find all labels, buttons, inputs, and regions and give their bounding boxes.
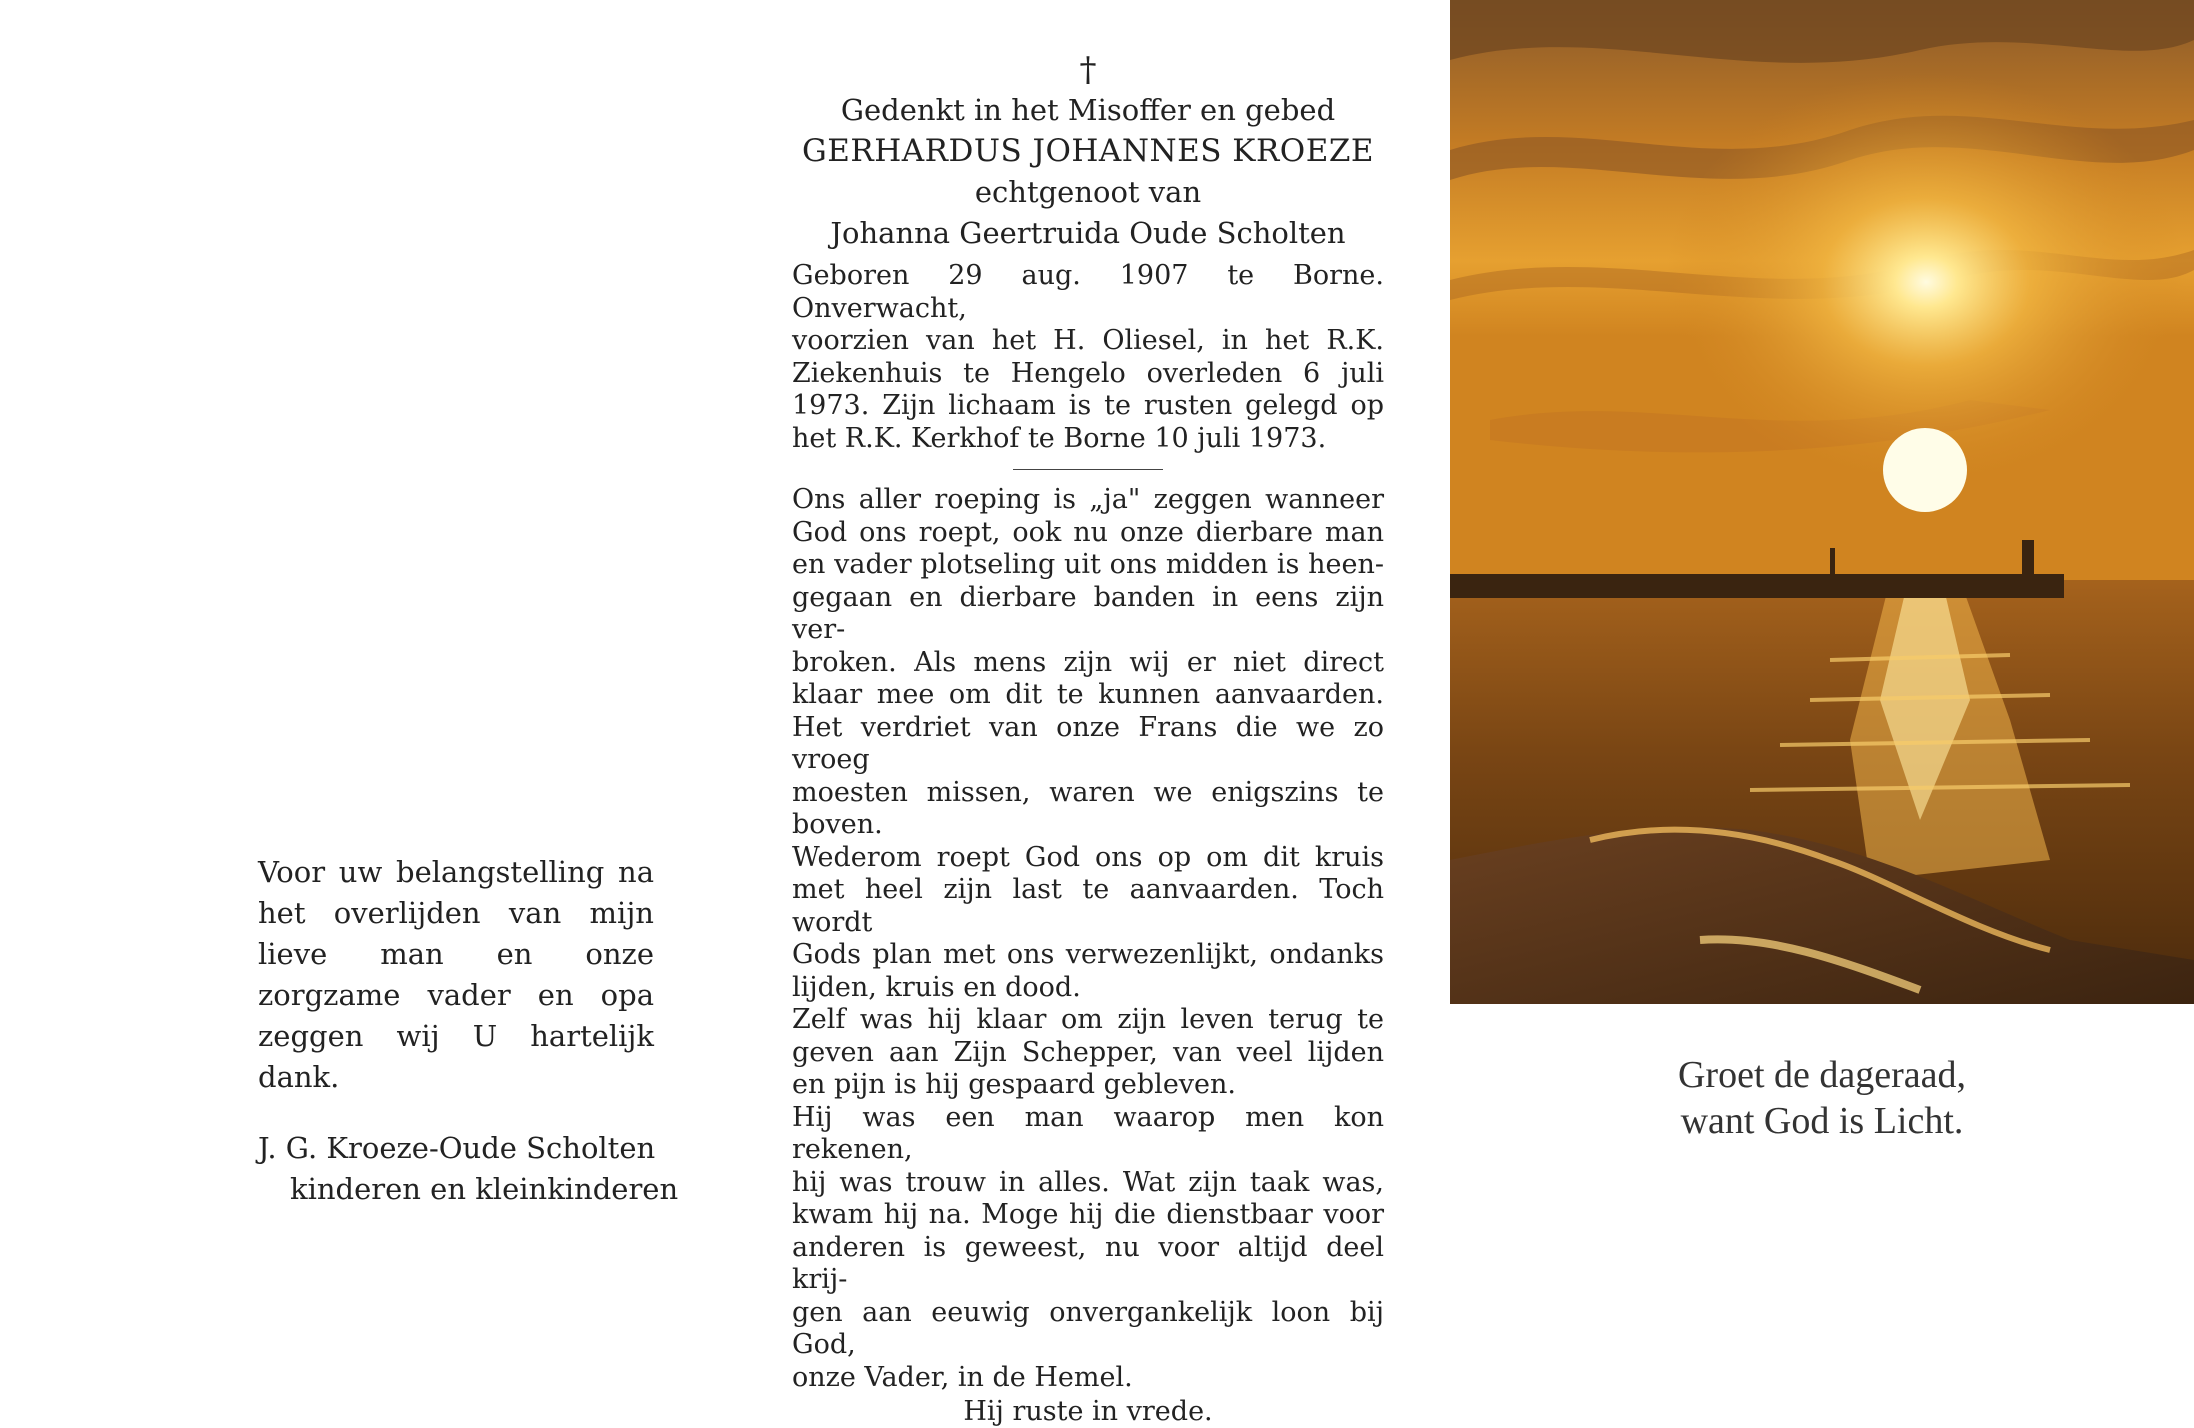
thanks-panel [258, 852, 679, 1210]
bio-line: Ziekenhuis te Hengelo overleden 6 juli [792, 357, 1384, 389]
quote-line-2: want God is Licht. [1680, 1100, 1964, 1142]
body-line: kwam hij na. Moge hij die dienstbaar voor [792, 1199, 1384, 1230]
body-line: en vader plotseling uit ons midden is heen- [792, 549, 1384, 580]
thanks-text: Voor uw belangstelling na het overlijden van mijn lieve man en onze zorgzame vader en opa zeggen wij U hartelijk dank. [258, 855, 654, 1094]
signature-line-1: J. G. Kroeze-Oude Scholten [258, 1131, 656, 1165]
body-line: en pijn is hij gespaard gebleven. [792, 1069, 1236, 1100]
memorial-heading: Gedenkt in het Misoffer en gebed [840, 93, 1336, 127]
body-line: gegaan en dierbare banden in eens zijn ver- [792, 581, 1384, 645]
memorial-text [792, 484, 1384, 1394]
relation-text: echtgenoot van [974, 175, 1202, 209]
quote-line-1: Groet de dageraad, [1677, 1054, 1966, 1096]
sunset-photo [1450, 0, 2194, 1004]
body-line: Ons aller roeping is „ja" zeggen wanneer [792, 484, 1384, 515]
bio-line: voorzien van het H. Oliesel, in het R.K. [792, 325, 1384, 356]
obituary-panel [792, 50, 1384, 1428]
bio-line: het R.K. Kerkhof te Borne 10 juli 1973. [792, 422, 1327, 454]
spouse-name: Johanna Geertruida Oude Scholten [830, 216, 1346, 250]
body-line: gen aan eeuwig onvergankelijk loon bij God, [792, 1296, 1384, 1360]
body-line: hij was trouw in alles. Wat zijn taak was, [792, 1166, 1384, 1198]
cross-icon: † [1079, 50, 1097, 90]
body-line: met heel zijn last te aanvaarden. Toch wordt [792, 874, 1384, 938]
signature [258, 1128, 679, 1210]
body-line: geven aan Zijn Schepper, van veel lijden [792, 1036, 1384, 1068]
body-line: broken. Als mens zijn wij er niet direct [792, 646, 1384, 678]
signature-line-2: kinderen en kleinkinderen [290, 1172, 679, 1206]
closing-line: Hij ruste in vrede. [963, 1396, 1213, 1427]
body-line: Gods plan met ons verwezenlijkt, ondanks [792, 939, 1384, 970]
divider [1013, 469, 1163, 470]
body-line: onze Vader, in de Hemel. [792, 1361, 1133, 1393]
body-line: Zelf was hij klaar om zijn leven terug te [792, 1004, 1384, 1035]
body-line: klaar mee om dit te kunnen aanvaarden. [792, 679, 1384, 710]
bio-line: Geboren 29 aug. 1907 te Borne. Onverwacht, [792, 260, 1384, 324]
body-line: Wederom roept God ons op om dit kruis [792, 841, 1384, 873]
body-line: anderen is geweest, nu voor altijd deel krij- [792, 1231, 1384, 1295]
body-line: God ons roept, ook nu onze dierbare man [792, 516, 1384, 548]
body-line: Het verdriet van onze Frans die we zo vroeg [792, 711, 1384, 775]
quote [1450, 1052, 2194, 1144]
body-line: moesten missen, waren we enigszins te boven. [792, 776, 1384, 840]
body-line: lijden, kruis en dood. [792, 971, 1081, 1003]
body-line: Hij was een man waarop men kon rekenen, [792, 1101, 1384, 1165]
biography [792, 260, 1384, 455]
deceased-name: GERHARDUS JOHANNES KROEZE [801, 133, 1374, 169]
bio-line: 1973. Zijn lichaam is te rusten gelegd op [792, 390, 1384, 421]
